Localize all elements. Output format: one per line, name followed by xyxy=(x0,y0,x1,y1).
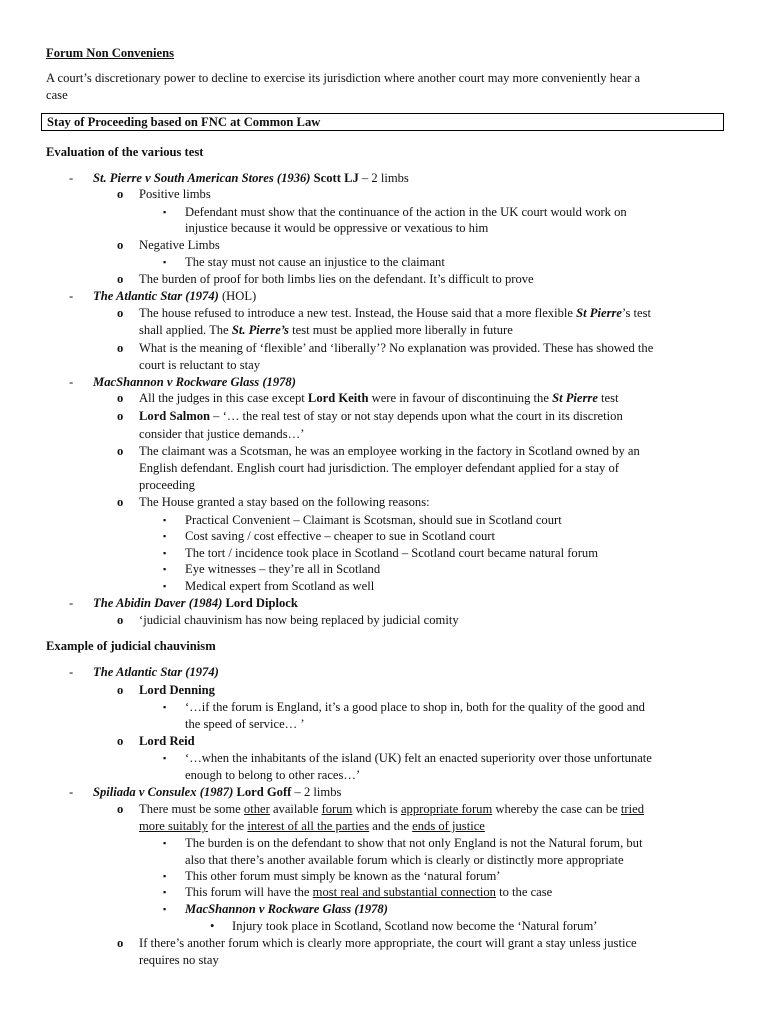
positive-limb-line-2: injustice because it would be oppressive or vexatious to him xyxy=(185,221,489,235)
circle-marker: o xyxy=(117,238,124,252)
negative-limbs-label: Negative Limbs xyxy=(139,238,220,252)
section-heading-chauvinism: Example of judicial chauvinism xyxy=(46,639,216,653)
circle-marker: o xyxy=(117,272,124,286)
circle-marker: o xyxy=(117,683,124,697)
reid-quote-line-2: enough to belong to other races…’ xyxy=(185,768,361,782)
macshannon-point-3-line-2: English defendant. English court had jurisdiction. The employer defendant applied for a stay of xyxy=(139,461,619,475)
dash-marker: - xyxy=(69,375,74,389)
macshannon-point-2-line-2: consider that justice demands…’ xyxy=(139,427,305,441)
spiliada-point-2-line-2: requires no stay xyxy=(139,953,219,967)
circle-marker: o xyxy=(117,409,124,423)
atlantic-point-2-line-2: court is reluctant to stay xyxy=(139,358,261,372)
dash-marker: - xyxy=(69,785,74,799)
macshannon-point-3-line-1: The claimant was a Scotsman, he was an employee working in the factory in Scotland owned by an xyxy=(139,444,640,458)
abidin-daver-quote: ‘judicial chauvinism has now being replaced by judicial comity xyxy=(139,613,459,627)
square-marker: ▪ xyxy=(163,564,167,574)
positive-limb-line-1: Defendant must show that the continuance of the action in the UK court would work on xyxy=(185,205,627,219)
case-st-pierre: St. Pierre v South American Stores (1936) Scott LJ – 2 limbs xyxy=(93,171,409,185)
definition-line-2: case xyxy=(46,88,68,102)
spiliada-sub-3: This forum will have the most real and substantial connection to the case xyxy=(185,885,553,899)
bullet-dot: • xyxy=(210,919,215,933)
case-macshannon: MacShannon v Rockware Glass (1978) xyxy=(93,375,296,389)
square-marker: ▪ xyxy=(163,257,167,267)
reason-4: Eye witnesses – they’re all in Scotland xyxy=(185,562,381,576)
circle-marker: o xyxy=(117,734,124,748)
dash-marker: - xyxy=(69,665,74,679)
circle-marker: o xyxy=(117,802,124,816)
square-marker: ▪ xyxy=(163,515,167,525)
dash-marker: - xyxy=(69,596,74,610)
square-marker: ▪ xyxy=(163,904,167,914)
denning-quote-line-1: ‘…if the forum is England, it’s a good place to shop in, both for the quality of the good and xyxy=(185,700,645,714)
spiliada-sub-4-detail: Injury took place in Scotland, Scotland now become the ‘Natural forum’ xyxy=(232,919,598,933)
spiliada-sub-2: This other forum must simply be known as the ‘natural forum’ xyxy=(185,869,501,883)
reason-1: Practical Convenient – Claimant is Scotsman, should sue in Scotland court xyxy=(185,513,562,527)
macshannon-point-2-line-1: Lord Salmon – ‘… the real test of stay or not stay depends upon what the court in its discretion xyxy=(139,409,623,423)
dash-marker: - xyxy=(69,171,74,185)
lord-reid-label: Lord Reid xyxy=(139,734,195,748)
atlantic-point-1-line-2: shall applied. The St. Pierre’s test must be applied more liberally in future xyxy=(139,323,513,337)
spiliada-point-1-line-2: more suitably for the interest of all the parties and the ends of justice xyxy=(139,819,485,833)
lord-denning-label: Lord Denning xyxy=(139,683,215,697)
circle-marker: o xyxy=(117,444,124,458)
reid-quote-line-1: ‘…when the inhabitants of the island (UK) felt an enacted superiority over those unfortunate xyxy=(185,751,652,765)
definition-line-1: A court’s discretionary power to decline to exercise its jurisdiction where another court may more conveniently hear a xyxy=(46,71,641,85)
burden-of-proof-text: The burden of proof for both limbs lies on the defendant. It’s difficult to prove xyxy=(139,272,534,286)
macshannon-point-3-line-3: proceeding xyxy=(139,478,195,492)
macshannon-point-1: All the judges in this case except Lord Keith were in favour of discontinuing the St Pierre test xyxy=(139,391,619,405)
circle-marker: o xyxy=(117,613,124,627)
case-atlantic-star-2: The Atlantic Star (1974) xyxy=(93,665,219,679)
square-marker: ▪ xyxy=(163,871,167,881)
atlantic-point-1-line-1: The house refused to introduce a new test. Instead, the House said that a more flexible St Pierre’s test xyxy=(139,306,652,320)
reason-5: Medical expert from Scotland as well xyxy=(185,579,375,593)
circle-marker: o xyxy=(117,306,124,320)
square-marker: ▪ xyxy=(163,531,167,541)
square-marker: ▪ xyxy=(163,581,167,591)
section-heading-evaluation: Evaluation of the various test xyxy=(46,145,204,159)
boxed-section-heading: Stay of Proceeding based on FNC at Common Law xyxy=(41,113,724,131)
square-marker: ▪ xyxy=(163,207,167,217)
square-marker: ▪ xyxy=(163,838,167,848)
positive-limbs-label: Positive limbs xyxy=(139,187,211,201)
reason-2: Cost saving / cost effective – cheaper to sue in Scotland court xyxy=(185,529,495,543)
denning-quote-line-2: the speed of service… ’ xyxy=(185,717,305,731)
spiliada-point-1-line-1: There must be some other available forum which is appropriate forum whereby the case can be tried xyxy=(139,802,645,816)
case-atlantic-star: The Atlantic Star (1974) (HOL) xyxy=(93,289,257,303)
doc-title: Forum Non Conveniens xyxy=(46,46,175,60)
square-marker: ▪ xyxy=(163,702,167,712)
square-marker: ▪ xyxy=(163,548,167,558)
dash-marker: - xyxy=(69,289,74,303)
spiliada-sub-4: MacShannon v Rockware Glass (1978) xyxy=(185,902,388,916)
macshannon-point-4: The House granted a stay based on the following reasons: xyxy=(139,495,430,509)
case-abidin-daver: The Abidin Daver (1984) Lord Diplock xyxy=(93,596,298,610)
circle-marker: o xyxy=(117,936,124,950)
spiliada-sub-1-line-1: The burden is on the defendant to show that not only England is not the Natural forum, but xyxy=(185,836,643,850)
circle-marker: o xyxy=(117,187,124,201)
reason-3: The tort / incidence took place in Scotland – Scotland court became natural forum xyxy=(185,546,599,560)
negative-limb-text: The stay must not cause an injustice to the claimant xyxy=(185,255,445,269)
square-marker: ▪ xyxy=(163,753,167,763)
spiliada-sub-1-line-2: also that there’s another available forum which is clearly or distinctly more appropriate xyxy=(185,853,624,867)
circle-marker: o xyxy=(117,341,124,355)
circle-marker: o xyxy=(117,495,124,509)
circle-marker: o xyxy=(117,391,124,405)
square-marker: ▪ xyxy=(163,887,167,897)
atlantic-point-2-line-1: What is the meaning of ‘flexible’ and ‘liberally’? No explanation was provided. These has showed the xyxy=(139,341,654,355)
spiliada-point-2-line-1: If there’s another forum which is clearly more appropriate, the court will grant a stay unless justice xyxy=(139,936,637,950)
case-spiliada: Spiliada v Consulex (1987) Lord Goff – 2 limbs xyxy=(93,785,342,799)
